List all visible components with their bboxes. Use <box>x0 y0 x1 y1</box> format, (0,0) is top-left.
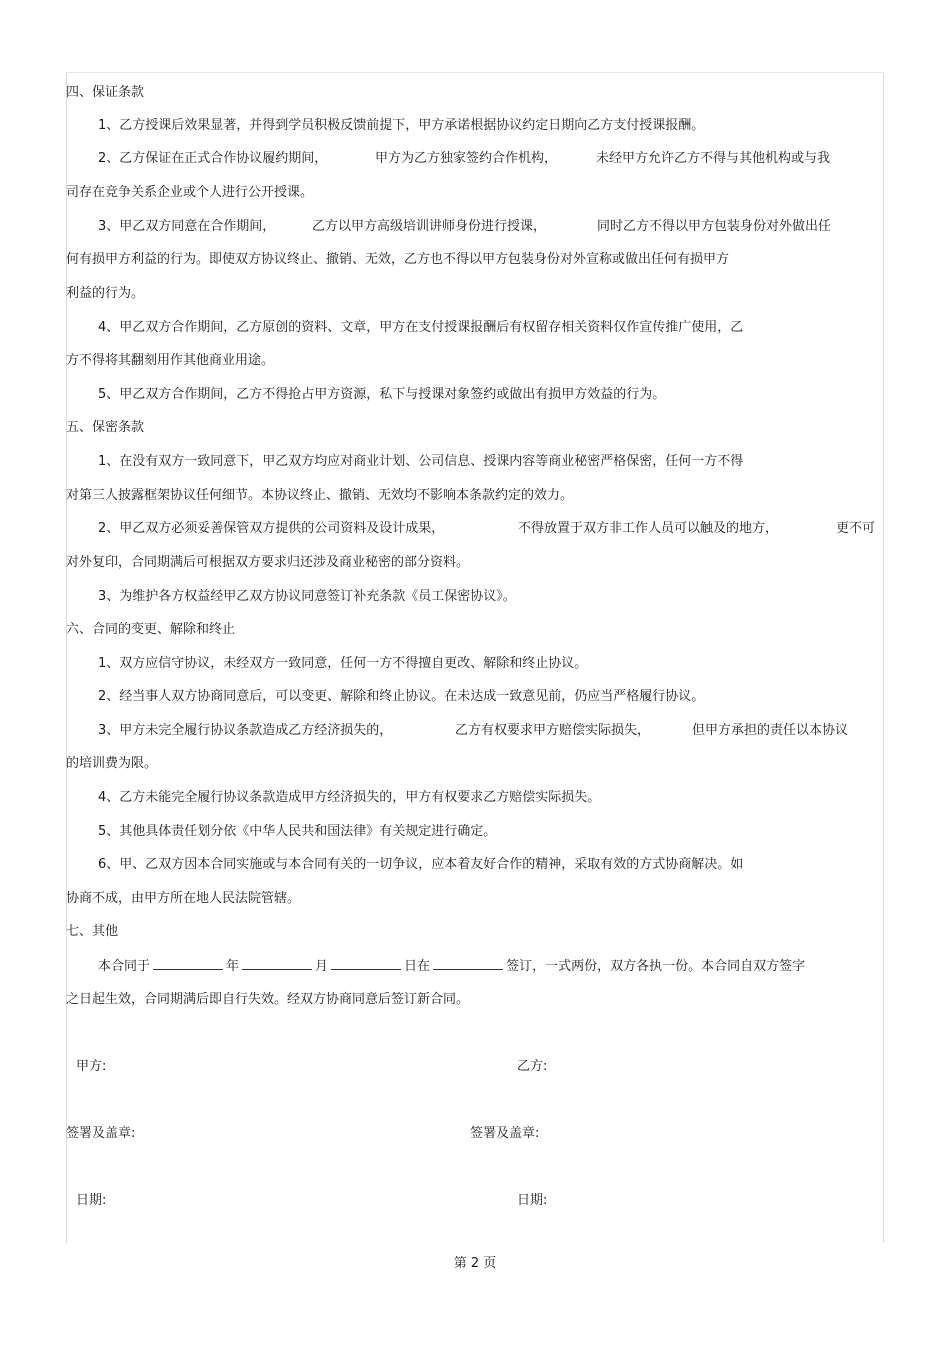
clause-4-5: 5、甲乙双方合作期间，乙方不得抢占甲方资源，私下与授课对象签约或做出有损甲方效益的行为。 <box>98 387 666 402</box>
clause-6-6a: 6、甲、乙双方因本合同实施或与本合同有关的一切争议，应本着友好合作的精神，采取有效的方式协商解决。如 <box>98 857 744 872</box>
party-a-date-label: 日期: <box>76 1193 107 1208</box>
clause-4-3a: 3、甲乙双方同意在合作期间， <box>98 219 276 234</box>
party-b-label: 乙方: <box>517 1059 548 1074</box>
clause-7-day: 日在 <box>404 959 431 974</box>
clause-4-1: 1、乙方授课后效果显著，并得到学员积极反馈前提下，甲方承诺根据协议约定日期向乙方支付授课报酬。 <box>98 118 705 133</box>
section-7-heading: 七、其他 <box>66 924 119 939</box>
clause-4-3c: 同时乙方不得以甲方包装身份对外做出任 <box>597 219 832 234</box>
clause-4-3d: 何有损甲方利益的行为。即使双方协议终止、撤销、无效，乙方也不得以甲方包装身份对外宣称或做出任何有损甲方 <box>66 252 730 267</box>
clause-6-3a: 3、甲方未完全履行协议条款造成乙方经济损失的， <box>98 723 393 738</box>
party-b-date-label: 日期: <box>517 1193 548 1208</box>
place-blank[interactable] <box>433 957 503 970</box>
clause-7-pre: 本合同于 <box>98 959 151 974</box>
section-5-heading: 五、保密条款 <box>66 420 145 435</box>
clause-6-1: 1、双方应信守协议，未经双方一致同意，任何一方不得擅自更改、解除和终止协议。 <box>98 656 588 671</box>
clause-6-6b: 协商不成，由甲方所在地人民法院管辖。 <box>66 891 301 906</box>
clause-7-post: 签订，一式两份，双方各执一份。本合同自双方签字 <box>506 959 806 974</box>
clause-7-b: 之日起生效，合同期满后即自行失效。经双方协商同意后签订新合同。 <box>66 992 470 1007</box>
party-b-sign-label: 签署及盖章: <box>470 1126 540 1141</box>
clause-5-2c: 更不可 <box>836 521 876 536</box>
clause-6-3b: 乙方有权要求甲方赔偿实际损失， <box>455 723 651 738</box>
clause-7-month: 月 <box>315 959 329 974</box>
clause-4-2c: 未经甲方允许乙方不得与其他机构或与我 <box>596 151 831 166</box>
clause-5-1a: 1、在没有双方一致同意下，甲乙双方均应对商业计划、公司信息、授课内容等商业秘密严格保密，任何一方不得 <box>98 454 744 469</box>
clause-4-3b: 乙方以甲方高级培训讲师身份进行授课， <box>312 219 547 234</box>
clause-7-year: 年 <box>226 959 240 974</box>
page-number: 第 2 页 <box>453 1256 497 1271</box>
clause-6-2: 2、经当事人双方协商同意后，可以变更、解除和终止协议。在未达成一致意见前，仍应当严格履行协议。 <box>98 689 705 704</box>
clause-4-3e: 利益的行为。 <box>66 286 145 301</box>
month-blank[interactable] <box>242 957 312 970</box>
party-a-label: 甲方: <box>76 1059 107 1074</box>
day-blank[interactable] <box>331 957 401 970</box>
clause-7-a <box>98 957 805 976</box>
clause-5-2b: 不得放置于双方非工作人员可以触及的地方， <box>518 521 779 536</box>
clause-6-5: 5、其他具体责任划分依《中华人民共和国法律》有关规定进行确定。 <box>98 824 497 839</box>
clause-4-4b: 方不得将其翻刻用作其他商业用途。 <box>66 353 275 368</box>
clause-4-2d: 司存在竞争关系企业或个人进行公开授课。 <box>66 185 314 200</box>
clause-6-3d: 的培训费为限。 <box>66 756 158 771</box>
clause-5-2d: 对外复印，合同期满后可根据双方要求归还涉及商业秘密的部分资料。 <box>66 555 470 570</box>
clause-5-3: 3、为维护各方权益经甲乙双方协议同意签订补充条款《员工保密协议》。 <box>98 589 516 604</box>
clause-4-2b: 甲方为乙方独家签约合作机构， <box>375 151 558 166</box>
clause-5-2a: 2、甲乙双方必须妥善保管双方提供的公司资料及设计成果， <box>98 521 445 536</box>
clause-6-4: 4、乙方未能完全履行协议条款造成甲方经济损失的，甲方有权要求乙方赔偿实际损失。 <box>98 790 601 805</box>
section-6-heading: 六、合同的变更、解除和终止 <box>66 622 236 637</box>
year-blank[interactable] <box>153 957 223 970</box>
clause-5-1b: 对第三人披露框架协议任何细节。本协议终止、撤销、无效均不影响本条款约定的效力。 <box>66 488 574 503</box>
clause-4-4a: 4、甲乙双方合作期间，乙方原创的资料、文章，甲方在支付授课报酬后有权留存相关资料仅作宣传推广使用，乙 <box>98 320 744 335</box>
section-4-heading: 四、保证条款 <box>66 85 145 100</box>
clause-6-3c: 但甲方承担的责任以本协议 <box>692 723 849 738</box>
clause-4-2a: 2、乙方保证在正式合作协议履约期间， <box>98 151 328 166</box>
party-a-sign-label: 签署及盖章: <box>66 1126 136 1141</box>
